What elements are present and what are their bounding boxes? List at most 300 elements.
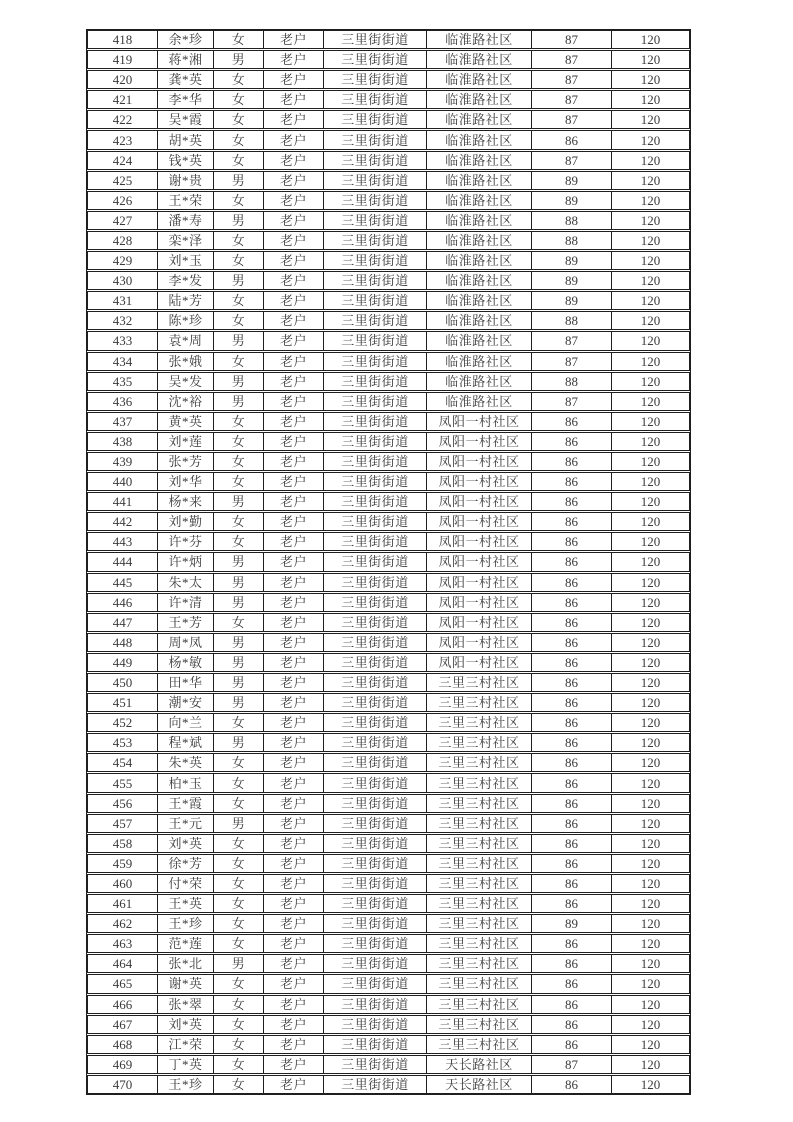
cell-serial-number: 435	[88, 373, 158, 390]
cell-gender: 女	[214, 1036, 264, 1053]
cell-gender: 男	[214, 393, 264, 410]
cell-household-type: 老户	[264, 31, 324, 48]
cell-score: 89	[532, 272, 612, 289]
cell-serial-number: 454	[88, 754, 158, 771]
cell-amount: 120	[640, 212, 661, 228]
table-row	[87, 432, 690, 451]
cell-household-type: 老户	[264, 513, 324, 530]
cell-name: 陈*珍	[158, 312, 214, 329]
cell-score: 86	[532, 955, 612, 972]
cell-name: 王*珍	[158, 1076, 214, 1093]
cell-street: 三里街街道	[324, 433, 427, 450]
cell-amount: 120	[640, 634, 661, 650]
cell-community: 三里三村社区	[427, 815, 532, 832]
cell-serial-number: 465	[88, 975, 158, 992]
cell-street: 三里街街道	[324, 574, 427, 591]
cell-amount: 120	[640, 1016, 661, 1032]
cell-serial-number: 434	[88, 353, 158, 370]
cell-amount: 120	[640, 152, 661, 168]
cell-name: 许*炳	[158, 553, 214, 570]
cell-street: 三里街街道	[324, 533, 427, 550]
cell-score: 86	[532, 513, 612, 530]
cell-score: 86	[532, 1036, 612, 1053]
cell-gender: 女	[214, 433, 264, 450]
cell-serial-number: 440	[88, 473, 158, 490]
cell-serial-number: 441	[88, 493, 158, 510]
cell-community: 临淮路社区	[427, 31, 532, 48]
cell-household-type: 老户	[264, 533, 324, 550]
table-row	[87, 1035, 690, 1054]
cell-serial-number: 431	[88, 292, 158, 309]
cell-name: 李*华	[158, 91, 214, 108]
cell-gender: 女	[214, 473, 264, 490]
cell-community: 三里三村社区	[427, 714, 532, 731]
cell-community: 临淮路社区	[427, 353, 532, 370]
table-row	[87, 30, 690, 49]
cell-street: 三里街街道	[324, 674, 427, 691]
cell-community: 三里三村社区	[427, 754, 532, 771]
cell-community: 临淮路社区	[427, 172, 532, 189]
cell-street: 三里街街道	[324, 1076, 427, 1093]
table-row	[87, 954, 690, 973]
cell-score: 87	[532, 1056, 612, 1073]
table-row	[87, 412, 690, 431]
cell-serial-number: 430	[88, 272, 158, 289]
cell-street: 三里街街道	[324, 192, 427, 209]
cell-street: 三里街街道	[324, 955, 427, 972]
cell-score: 86	[532, 574, 612, 591]
table-row	[87, 814, 690, 833]
cell-serial-number: 450	[88, 674, 158, 691]
cell-gender: 男	[214, 634, 264, 651]
cell-gender: 女	[214, 1016, 264, 1033]
cell-amount: 120	[640, 594, 661, 610]
cell-score: 86	[532, 795, 612, 812]
cell-household-type: 老户	[264, 574, 324, 591]
cell-amount: 120	[640, 454, 661, 470]
cell-community: 凤阳一村社区	[427, 553, 532, 570]
cell-amount: 120	[640, 253, 661, 269]
cell-household-type: 老户	[264, 975, 324, 992]
cell-street: 三里街街道	[324, 895, 427, 912]
cell-serial-number: 437	[88, 413, 158, 430]
cell-household-type: 老户	[264, 353, 324, 370]
cell-score: 86	[532, 855, 612, 872]
cell-gender: 女	[214, 31, 264, 48]
table-row	[87, 171, 690, 190]
cell-street: 三里街街道	[324, 111, 427, 128]
cell-street: 三里街街道	[324, 373, 427, 390]
cell-street: 三里街街道	[324, 212, 427, 229]
cell-serial-number: 438	[88, 433, 158, 450]
table-row	[87, 392, 690, 411]
cell-serial-number: 456	[88, 795, 158, 812]
cell-score: 86	[532, 553, 612, 570]
cell-gender: 女	[214, 935, 264, 952]
cell-amount: 120	[640, 956, 661, 972]
cell-amount: 120	[640, 273, 661, 289]
table-row	[87, 713, 690, 732]
cell-household-type: 老户	[264, 373, 324, 390]
cell-gender: 女	[214, 353, 264, 370]
cell-name: 刘*玉	[158, 252, 214, 269]
cell-amount: 120	[640, 715, 661, 731]
cell-community: 临淮路社区	[427, 373, 532, 390]
cell-serial-number: 444	[88, 553, 158, 570]
table-row	[87, 633, 690, 652]
table-row	[87, 593, 690, 612]
cell-amount: 120	[640, 393, 661, 409]
cell-serial-number: 442	[88, 513, 158, 530]
cell-amount: 120	[640, 976, 661, 992]
cell-amount: 120	[640, 112, 661, 128]
cell-amount: 120	[640, 333, 661, 349]
cell-gender: 男	[214, 955, 264, 972]
cell-score: 89	[532, 915, 612, 932]
cell-score: 88	[532, 373, 612, 390]
cell-street: 三里街街道	[324, 614, 427, 631]
cell-household-type: 老户	[264, 312, 324, 329]
cell-community: 临淮路社区	[427, 252, 532, 269]
cell-gender: 女	[214, 111, 264, 128]
table-row	[87, 794, 690, 813]
cell-amount: 120	[640, 1036, 661, 1052]
cell-serial-number: 470	[88, 1076, 158, 1093]
cell-gender: 女	[214, 795, 264, 812]
cell-household-type: 老户	[264, 413, 324, 430]
table-row	[87, 874, 690, 893]
cell-household-type: 老户	[264, 71, 324, 88]
cell-score: 86	[532, 453, 612, 470]
cell-gender: 女	[214, 91, 264, 108]
cell-community: 临淮路社区	[427, 131, 532, 148]
cell-gender: 女	[214, 131, 264, 148]
cell-household-type: 老户	[264, 734, 324, 751]
cell-name: 栾*泽	[158, 232, 214, 249]
cell-street: 三里街街道	[324, 774, 427, 791]
cell-gender: 男	[214, 694, 264, 711]
cell-amount: 120	[640, 695, 661, 711]
cell-gender: 女	[214, 1056, 264, 1073]
cell-score: 89	[532, 252, 612, 269]
cell-gender: 男	[214, 212, 264, 229]
cell-serial-number: 445	[88, 574, 158, 591]
table-row	[87, 914, 690, 933]
table-row	[87, 512, 690, 531]
cell-name: 张*芳	[158, 453, 214, 470]
cell-score: 86	[532, 413, 612, 430]
cell-household-type: 老户	[264, 232, 324, 249]
cell-household-type: 老户	[264, 654, 324, 671]
cell-street: 三里街街道	[324, 694, 427, 711]
cell-gender: 女	[214, 413, 264, 430]
cell-street: 三里街街道	[324, 513, 427, 530]
cell-score: 86	[532, 131, 612, 148]
cell-street: 三里街街道	[324, 975, 427, 992]
cell-name: 江*荣	[158, 1036, 214, 1053]
table-row	[87, 834, 690, 853]
cell-score: 86	[532, 654, 612, 671]
cell-amount: 120	[640, 614, 661, 630]
cell-name: 谢*贵	[158, 172, 214, 189]
cell-name: 王*珍	[158, 915, 214, 932]
table-row	[87, 613, 690, 632]
cell-street: 三里街街道	[324, 1056, 427, 1073]
cell-community: 临淮路社区	[427, 91, 532, 108]
table-row	[87, 311, 690, 330]
cell-name: 陆*芳	[158, 292, 214, 309]
cell-name: 向*兰	[158, 714, 214, 731]
cell-score: 86	[532, 774, 612, 791]
cell-name: 朱*英	[158, 754, 214, 771]
cell-score: 86	[532, 935, 612, 952]
table-row	[87, 352, 690, 371]
cell-gender: 女	[214, 232, 264, 249]
cell-amount: 120	[640, 996, 661, 1012]
table-row	[87, 894, 690, 913]
table-row	[87, 231, 690, 250]
cell-amount: 120	[640, 735, 661, 751]
cell-gender: 男	[214, 51, 264, 68]
cell-household-type: 老户	[264, 1076, 324, 1093]
cell-gender: 女	[214, 453, 264, 470]
cell-gender: 女	[214, 714, 264, 731]
cell-name: 杨*来	[158, 493, 214, 510]
cell-street: 三里街街道	[324, 91, 427, 108]
cell-name: 王*芳	[158, 614, 214, 631]
table-row	[87, 50, 690, 69]
cell-amount: 120	[640, 413, 661, 429]
table-row	[87, 151, 690, 170]
table-row	[87, 291, 690, 310]
cell-name: 黄*英	[158, 413, 214, 430]
cell-gender: 男	[214, 674, 264, 691]
cell-serial-number: 439	[88, 453, 158, 470]
cell-name: 潮*安	[158, 694, 214, 711]
cell-serial-number: 432	[88, 312, 158, 329]
cell-gender: 女	[214, 996, 264, 1013]
cell-name: 吴*发	[158, 373, 214, 390]
cell-community: 临淮路社区	[427, 272, 532, 289]
cell-street: 三里街街道	[324, 835, 427, 852]
cell-serial-number: 455	[88, 774, 158, 791]
cell-community: 三里三村社区	[427, 1016, 532, 1033]
cell-gender: 女	[214, 875, 264, 892]
cell-community: 临淮路社区	[427, 292, 532, 309]
table-row	[87, 70, 690, 89]
cell-serial-number: 457	[88, 815, 158, 832]
cell-household-type: 老户	[264, 815, 324, 832]
cell-household-type: 老户	[264, 855, 324, 872]
cell-name: 张*北	[158, 955, 214, 972]
cell-score: 86	[532, 714, 612, 731]
cell-score: 87	[532, 31, 612, 48]
table-row	[87, 1075, 690, 1094]
cell-serial-number: 433	[88, 332, 158, 349]
cell-amount: 120	[640, 192, 661, 208]
cell-amount: 120	[640, 313, 661, 329]
subsidy-table	[86, 29, 691, 1095]
cell-serial-number: 422	[88, 111, 158, 128]
cell-score: 86	[532, 895, 612, 912]
cell-street: 三里街街道	[324, 31, 427, 48]
cell-serial-number: 443	[88, 533, 158, 550]
cell-score: 89	[532, 172, 612, 189]
cell-name: 龚*英	[158, 71, 214, 88]
cell-street: 三里街街道	[324, 292, 427, 309]
cell-serial-number: 426	[88, 192, 158, 209]
cell-amount: 120	[640, 132, 661, 148]
cell-serial-number: 451	[88, 694, 158, 711]
cell-community: 凤阳一村社区	[427, 453, 532, 470]
cell-score: 86	[532, 754, 612, 771]
cell-name: 刘*华	[158, 473, 214, 490]
cell-gender: 女	[214, 513, 264, 530]
cell-household-type: 老户	[264, 332, 324, 349]
table-row	[87, 372, 690, 391]
cell-score: 86	[532, 594, 612, 611]
cell-community: 天长路社区	[427, 1076, 532, 1093]
cell-serial-number: 461	[88, 895, 158, 912]
cell-score: 87	[532, 353, 612, 370]
cell-community: 三里三村社区	[427, 996, 532, 1013]
cell-serial-number: 419	[88, 51, 158, 68]
cell-serial-number: 424	[88, 152, 158, 169]
cell-score: 86	[532, 533, 612, 550]
cell-amount: 120	[640, 293, 661, 309]
cell-community: 临淮路社区	[427, 212, 532, 229]
cell-street: 三里街街道	[324, 996, 427, 1013]
cell-score: 86	[532, 1076, 612, 1093]
cell-household-type: 老户	[264, 272, 324, 289]
table-row	[87, 472, 690, 491]
cell-gender: 女	[214, 975, 264, 992]
cell-community: 凤阳一村社区	[427, 493, 532, 510]
table-row	[87, 552, 690, 571]
cell-community: 三里三村社区	[427, 895, 532, 912]
cell-community: 三里三村社区	[427, 955, 532, 972]
cell-street: 三里街街道	[324, 152, 427, 169]
cell-gender: 女	[214, 614, 264, 631]
table-row	[87, 995, 690, 1014]
cell-gender: 女	[214, 915, 264, 932]
cell-household-type: 老户	[264, 473, 324, 490]
cell-amount: 120	[640, 936, 661, 952]
table-row	[87, 934, 690, 953]
cell-serial-number: 466	[88, 996, 158, 1013]
cell-household-type: 老户	[264, 393, 324, 410]
cell-gender: 男	[214, 594, 264, 611]
cell-score: 86	[532, 493, 612, 510]
table-row	[87, 1055, 690, 1074]
cell-serial-number: 436	[88, 393, 158, 410]
cell-household-type: 老户	[264, 51, 324, 68]
cell-score: 86	[532, 473, 612, 490]
cell-community: 三里三村社区	[427, 855, 532, 872]
cell-name: 王*霞	[158, 795, 214, 812]
cell-serial-number: 463	[88, 935, 158, 952]
cell-community: 凤阳一村社区	[427, 513, 532, 530]
cell-name: 王*荣	[158, 192, 214, 209]
cell-household-type: 老户	[264, 493, 324, 510]
cell-community: 临淮路社区	[427, 152, 532, 169]
cell-name: 吴*霞	[158, 111, 214, 128]
cell-amount: 120	[640, 654, 661, 670]
cell-household-type: 老户	[264, 1036, 324, 1053]
cell-street: 三里街街道	[324, 795, 427, 812]
cell-gender: 女	[214, 855, 264, 872]
cell-household-type: 老户	[264, 674, 324, 691]
cell-amount: 120	[640, 1076, 661, 1092]
cell-community: 凤阳一村社区	[427, 634, 532, 651]
cell-community: 三里三村社区	[427, 875, 532, 892]
cell-street: 三里街街道	[324, 553, 427, 570]
cell-street: 三里街街道	[324, 232, 427, 249]
table-row	[87, 673, 690, 692]
table-row	[87, 773, 690, 792]
cell-serial-number: 460	[88, 875, 158, 892]
cell-name: 徐*芳	[158, 855, 214, 872]
cell-street: 三里街街道	[324, 453, 427, 470]
cell-household-type: 老户	[264, 614, 324, 631]
cell-gender: 女	[214, 754, 264, 771]
cell-serial-number: 459	[88, 855, 158, 872]
cell-score: 86	[532, 734, 612, 751]
cell-score: 87	[532, 51, 612, 68]
table-row	[87, 733, 690, 752]
table-row	[87, 90, 690, 109]
cell-community: 临淮路社区	[427, 111, 532, 128]
cell-name: 田*华	[158, 674, 214, 691]
cell-gender: 男	[214, 553, 264, 570]
cell-score: 86	[532, 996, 612, 1013]
cell-street: 三里街街道	[324, 855, 427, 872]
cell-household-type: 老户	[264, 935, 324, 952]
cell-community: 凤阳一村社区	[427, 413, 532, 430]
cell-gender: 男	[214, 815, 264, 832]
cell-gender: 女	[214, 71, 264, 88]
cell-name: 李*发	[158, 272, 214, 289]
cell-street: 三里街街道	[324, 915, 427, 932]
cell-name: 刘*英	[158, 1016, 214, 1033]
cell-score: 86	[532, 674, 612, 691]
cell-street: 三里街街道	[324, 131, 427, 148]
cell-household-type: 老户	[264, 212, 324, 229]
cell-community: 临淮路社区	[427, 51, 532, 68]
cell-community: 三里三村社区	[427, 975, 532, 992]
cell-gender: 女	[214, 895, 264, 912]
cell-amount: 120	[640, 433, 661, 449]
cell-community: 临淮路社区	[427, 192, 532, 209]
cell-household-type: 老户	[264, 694, 324, 711]
cell-gender: 女	[214, 192, 264, 209]
cell-score: 87	[532, 152, 612, 169]
cell-street: 三里街街道	[324, 252, 427, 269]
cell-name: 王*元	[158, 815, 214, 832]
cell-serial-number: 421	[88, 91, 158, 108]
cell-name: 余*珍	[158, 31, 214, 48]
cell-street: 三里街街道	[324, 734, 427, 751]
table-row	[87, 854, 690, 873]
cell-street: 三里街街道	[324, 1016, 427, 1033]
cell-household-type: 老户	[264, 131, 324, 148]
cell-score: 86	[532, 875, 612, 892]
cell-household-type: 老户	[264, 915, 324, 932]
cell-gender: 男	[214, 654, 264, 671]
table-row	[87, 753, 690, 772]
cell-community: 凤阳一村社区	[427, 654, 532, 671]
cell-serial-number: 425	[88, 172, 158, 189]
